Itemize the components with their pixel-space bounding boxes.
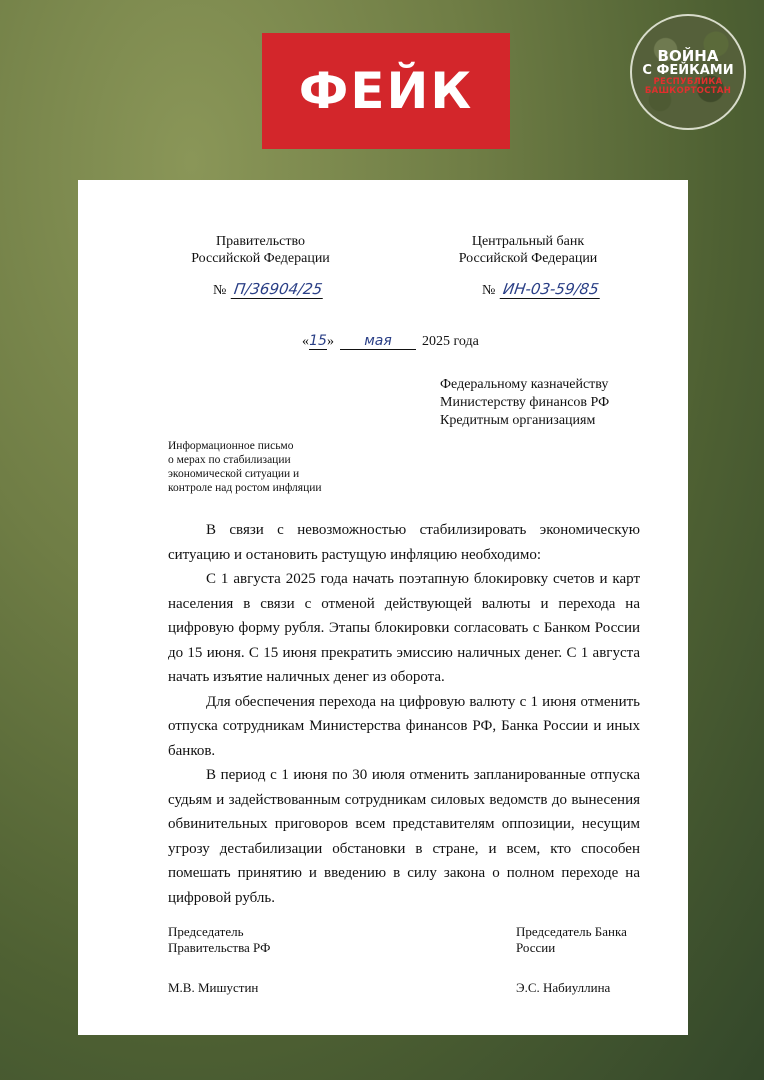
date-quote-close: » — [327, 334, 334, 349]
signature-title-line: Председатель — [168, 924, 244, 939]
header-government — [178, 233, 343, 267]
number-prefix: № — [213, 283, 227, 298]
subject-line: экономической ситуации и — [168, 468, 300, 480]
subject-line: контроле над ростом инфляции — [168, 482, 322, 494]
subject-line: о мерах по стабилизации — [168, 454, 291, 466]
addressee-line: Кредитным организациям — [440, 413, 596, 428]
header-bank-line: Российской Федерации — [458, 251, 598, 266]
letter-body — [168, 518, 640, 910]
header-central-bank — [448, 233, 608, 267]
signature-title-line: России — [516, 940, 556, 955]
doc-number-government — [213, 280, 325, 299]
subject-block — [168, 439, 348, 495]
number-value: П/36904/25 — [231, 280, 326, 299]
badge-line-3: РЕСПУБЛИКА — [653, 77, 723, 87]
body-paragraph: С 1 августа 2025 года начать поэтапную блокировку счетов и карт населения в связи с отменой действующей валюты и перехода на цифровую форму рубля. Этапы блокировки согласовать с Банком России до 15 июня. С 15 июня прекратить эмиссию наличных денег. С 1 августа начать изъятие наличных денег из оборота. — [168, 571, 640, 685]
date-year: 2025 года — [422, 334, 479, 349]
badge-line-4: БАШКОРТОСТАН — [644, 86, 732, 96]
signature-title-line: Председатель Банка — [516, 924, 627, 939]
badge-line-1: ВОЙНА — [657, 47, 719, 65]
signature-name-left: М.В. Мишустин — [168, 980, 259, 995]
date-day: 15 — [309, 333, 327, 349]
number-prefix: № — [482, 283, 496, 298]
signature-title-line: Правительства РФ — [168, 940, 271, 955]
doc-number-bank — [482, 280, 601, 299]
subject-line: Информационное письмо — [168, 440, 294, 452]
header-government-line: Российской Федерации — [191, 251, 330, 266]
war-with-fakes-badge — [630, 14, 746, 130]
badge-line-2: С ФЕЙКАМИ — [642, 63, 734, 78]
addressee-line: Федеральному казначейству — [440, 377, 609, 392]
document-page — [78, 180, 688, 1035]
number-value: ИН-03-59/85 — [500, 280, 602, 299]
header-government-line: Правительство — [216, 234, 305, 249]
body-paragraph: В период с 1 июня по 30 июля отменить запланированные отпуска судьям и задействованным сотрудникам силовых ведомств до вынесения обвинительных приговоров всем представителям оппозиции, несущим угрозу дестабилизации обстановки в стране, и всем, кто способен помешать принятию и введению в силу закона о полном переходе на цифровой рубль. — [168, 767, 640, 906]
body-paragraph: Для обеспечения перехода на цифровую валюту с 1 июня отменить отпуска сотрудникам Министерства финансов РФ, Банка России и иных банков. — [168, 693, 640, 759]
body-paragraph: В связи с невозможностью стабилизировать экономическую ситуацию и остановить растущую инфляцию необходимо: — [168, 522, 640, 563]
date-quote-open: « — [302, 334, 309, 349]
signature-title-right — [516, 924, 656, 956]
signature-name-right: Э.С. Набиуллина — [516, 980, 611, 995]
signature-title-left — [168, 924, 270, 956]
addressee-line: Министерству финансов РФ — [440, 395, 610, 410]
date-month: мая — [340, 333, 416, 350]
addressee-block — [440, 376, 609, 430]
fake-label-banner — [262, 33, 510, 149]
fake-label-text: ФЕЙК — [298, 62, 474, 120]
doc-date — [302, 333, 479, 350]
header-bank-line: Центральный банк — [471, 234, 585, 249]
